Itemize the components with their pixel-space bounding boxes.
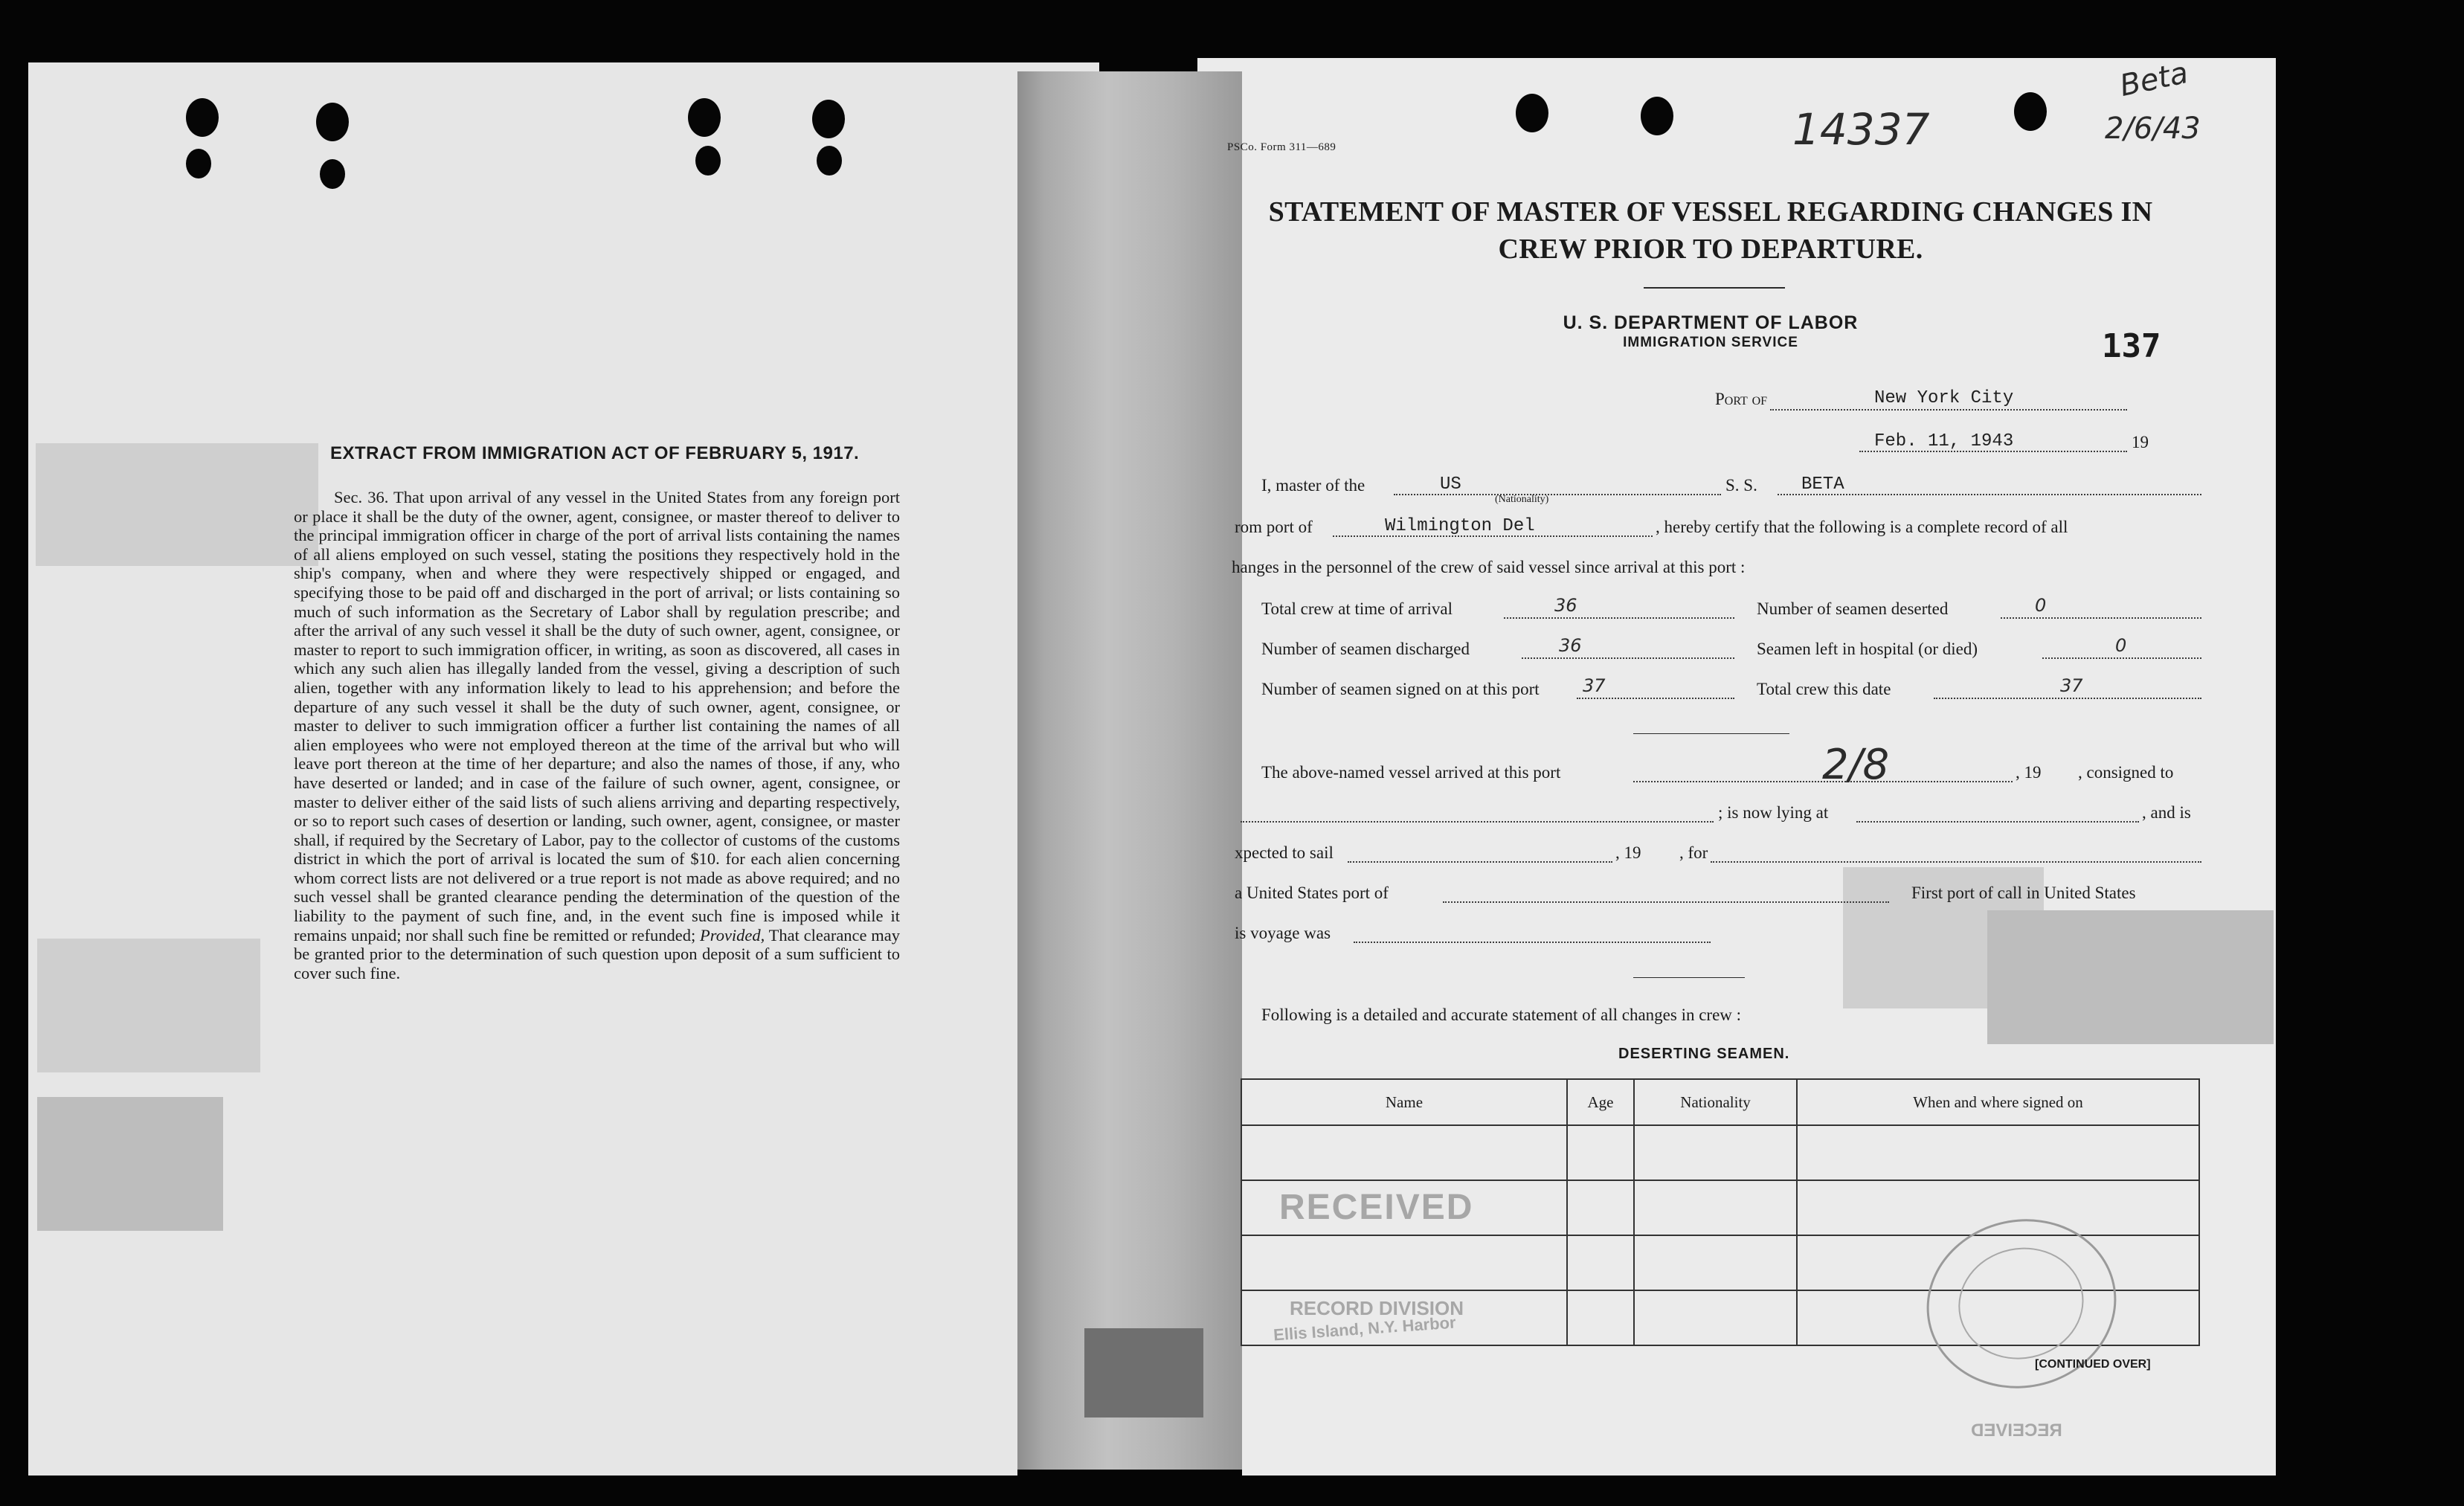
binding-tape [1017,71,1242,1476]
extract-body [294,488,900,982]
left-smudge-mid [37,939,260,1072]
punch-hole [2014,92,2047,131]
left-smudge-low [37,1097,223,1231]
deserted-line [2001,617,2201,619]
nationality-caption: (Nationality) [1495,494,1549,505]
total-crew-arrival-value: 36 [1554,595,1577,616]
voyage-line [1354,942,1711,943]
section-tail: That clearance may be granted prior to the determination of such question upon deposit of a sum sufficient to cover such fine. [294,925,901,982]
changes-text: hanges in the personnel of the crew of said vessel since arrival at this port : [1232,558,1746,576]
discharged-value: 36 [1559,635,1582,656]
handwritten-number: 14337 [1792,104,1930,155]
punch-hole [186,149,211,178]
for-label: , for [1679,843,1708,862]
vessel-value: BETA [1801,474,1844,495]
from-port-value: Wilmington Del [1385,516,1535,536]
tape-tear [1017,1470,1242,1476]
arrived-year: , 19 [2016,763,2042,782]
section-rule-2 [1633,977,1745,978]
arrived-label: The above-named vessel arrived at this port [1261,763,1561,782]
seal-inner-ring [1948,1236,2094,1371]
sail-line [1348,861,1612,863]
us-port-line [1443,901,1889,903]
date-year-suffix: 19 [2132,433,2149,451]
mirror-received-stamp: RECEIVED [1971,1420,2062,1441]
deserting-title: DESERTING SEAMEN. [1618,1046,1790,1062]
for-line [1711,861,2201,863]
department-sub: IMMIGRATION SERVICE [1623,335,1798,350]
ellis-island-stamp: Ellis Island, N.Y. Harbor [1273,1313,1457,1345]
from-port-label: rom port of [1235,518,1313,536]
certify-text: , hereby certify that the following is a complete record of all [1656,518,2068,536]
nationality-value: US [1440,474,1461,495]
handwritten-corner-note: Beta [2117,55,2192,104]
handwritten-corner-date: 2/6/43 [2105,112,2201,146]
received-stamp: RECEIVED [1279,1188,1474,1227]
total-crew-arrival-label: Total crew at time of arrival [1261,599,1453,618]
title-rule [1644,287,1785,289]
hospital-value: 0 [2115,635,2127,656]
table-header-signed-on: When and where signed on [1797,1079,2199,1125]
date-value: Feb. 11, 1943 [1874,431,2014,451]
document-number: 137 [2102,327,2161,365]
section-rule [1633,733,1789,734]
punch-hole [817,146,842,176]
punch-hole [320,159,345,189]
lying-line [1856,821,2139,823]
consignee-line [1241,821,1714,823]
section-label: Sec. 36. [334,488,389,506]
deserted-value: 0 [2035,595,2047,616]
sail-year: , 19 [1615,843,1641,862]
section-text: That upon arrival of any vessel in the United States from any foreign port or place it shall be the duty of the owner, agent, consignee, or master thereof to deliver to the principal immigration officer in charge of the port of arrival lists containing the names of all aliens employed on such vessel, stating the positions they respectively hold in the ship's company, when and where they were respectively shipped or engaged, and specifying those to be paid off and discharged in the port of arrival; or lists containing so much of such information as the Secretary of Labor shall by regulation prescribe; and after the arrival of any such vessel it shall be the duty of such owner, agent, consignee, or master to report to such immigration officer, in writing, as soon as discovered, all cases in which any such alien has illegally landed from the vessel, giving a description of such alien, together with any information likely to lead to his apprehension; and before the departure of any such vessel it shall be the duty of such owner, agent, consignee, or master to deliver to such immigration officer a further list containing the names of all alien employees who were not employed thereon at the time of the arrival but who will leave port thereon at the time of her departure; and also the names of those, if any, who have deserted or landed; and in case of the failure of such owner, agent, consignee, or master to deliver either of the said lists of such aliens arriving and departing respectively, or so to report such cases of desertion or landing, such owner, agent, consignee, or master shall, if required by the Secretary of Labor, pay to the collector of customs of the customs district in which the port of arrival is located the sum of $10. for each alien concerning whom correct lists are not delivered or a true report is not made as above required; and no such vessel shall be granted clearance pending the determination of the question of the liability to the payment of such fine, and, in the event such fine is imposed while it remains unpaid; nor shall such fine be remitted or refunded; [294,488,900,945]
first-port-label: First port of call in United States [1911,884,2136,902]
discharged-label: Number of seamen discharged [1261,640,1470,658]
sail-label: xpected to sail [1235,843,1334,862]
table-header-name: Name [1241,1079,1567,1125]
punch-hole [316,103,349,141]
extract-title: EXTRACT FROM IMMIGRATION ACT OF FEBRUARY 5, 1917. [330,443,860,463]
tape-patch [1084,1328,1203,1417]
punch-hole [186,98,219,137]
hospital-label: Seamen left in hospital (or died) [1757,640,1978,658]
total-crew-date-value: 37 [2060,675,2083,696]
table-row [1241,1125,2199,1180]
provided-label: Provided, [700,925,765,945]
lying-label: ; is now lying at [1718,803,1829,822]
punch-hole [688,98,721,137]
form-title-line2: CREW PRIOR TO DEPARTURE. [1498,234,1923,265]
port-value: New York City [1874,388,2014,408]
following-text: Following is a detailed and accurate statement of all changes in crew : [1261,1005,1742,1024]
punch-hole [695,146,721,176]
table-header-age: Age [1567,1079,1634,1125]
us-port-label: a United States port of [1235,884,1389,902]
left-smudge-top [36,443,318,566]
form-title-line1: STATEMENT OF MASTER OF VESSEL REGARDING CHANGES IN [1268,196,2153,228]
punch-hole [812,100,845,138]
right-smudge-b [1987,910,2274,1044]
total-crew-arrival-line [1504,617,1734,619]
form-title [1220,193,2201,268]
voyage-label: is voyage was [1235,924,1331,942]
total-crew-date-line [1934,698,2201,699]
port-line [1770,409,2127,411]
hospital-line [2042,657,2201,659]
consigned-label: , consigned to [2078,763,2174,782]
form-code: PSCo. Form 311—689 [1227,141,1336,153]
punch-hole [1516,94,1548,132]
signed-on-value: 37 [1583,675,1606,696]
record-division-stamp: RECORD DIVISION [1290,1297,1464,1319]
deserted-label: Number of seamen deserted [1757,599,1949,618]
discharged-line [1522,657,1734,659]
arrived-value: 2/8 [1822,741,1890,789]
total-crew-date-label: Total crew this date [1757,680,1891,698]
and-is-label: , and is [2142,803,2191,822]
port-label: Port of [1715,390,1768,408]
master-label: I, master of the [1261,476,1366,495]
signed-on-line [1577,698,1734,699]
ss-label: S. S. [1725,476,1757,495]
continued-over: [CONTINUED OVER] [2035,1358,2151,1371]
department: U. S. DEPARTMENT OF LABOR [1563,312,1859,333]
punch-hole [1641,97,1673,135]
table-header-nationality: Nationality [1634,1079,1797,1125]
signed-on-label: Number of seamen signed on at this port [1261,680,1540,698]
